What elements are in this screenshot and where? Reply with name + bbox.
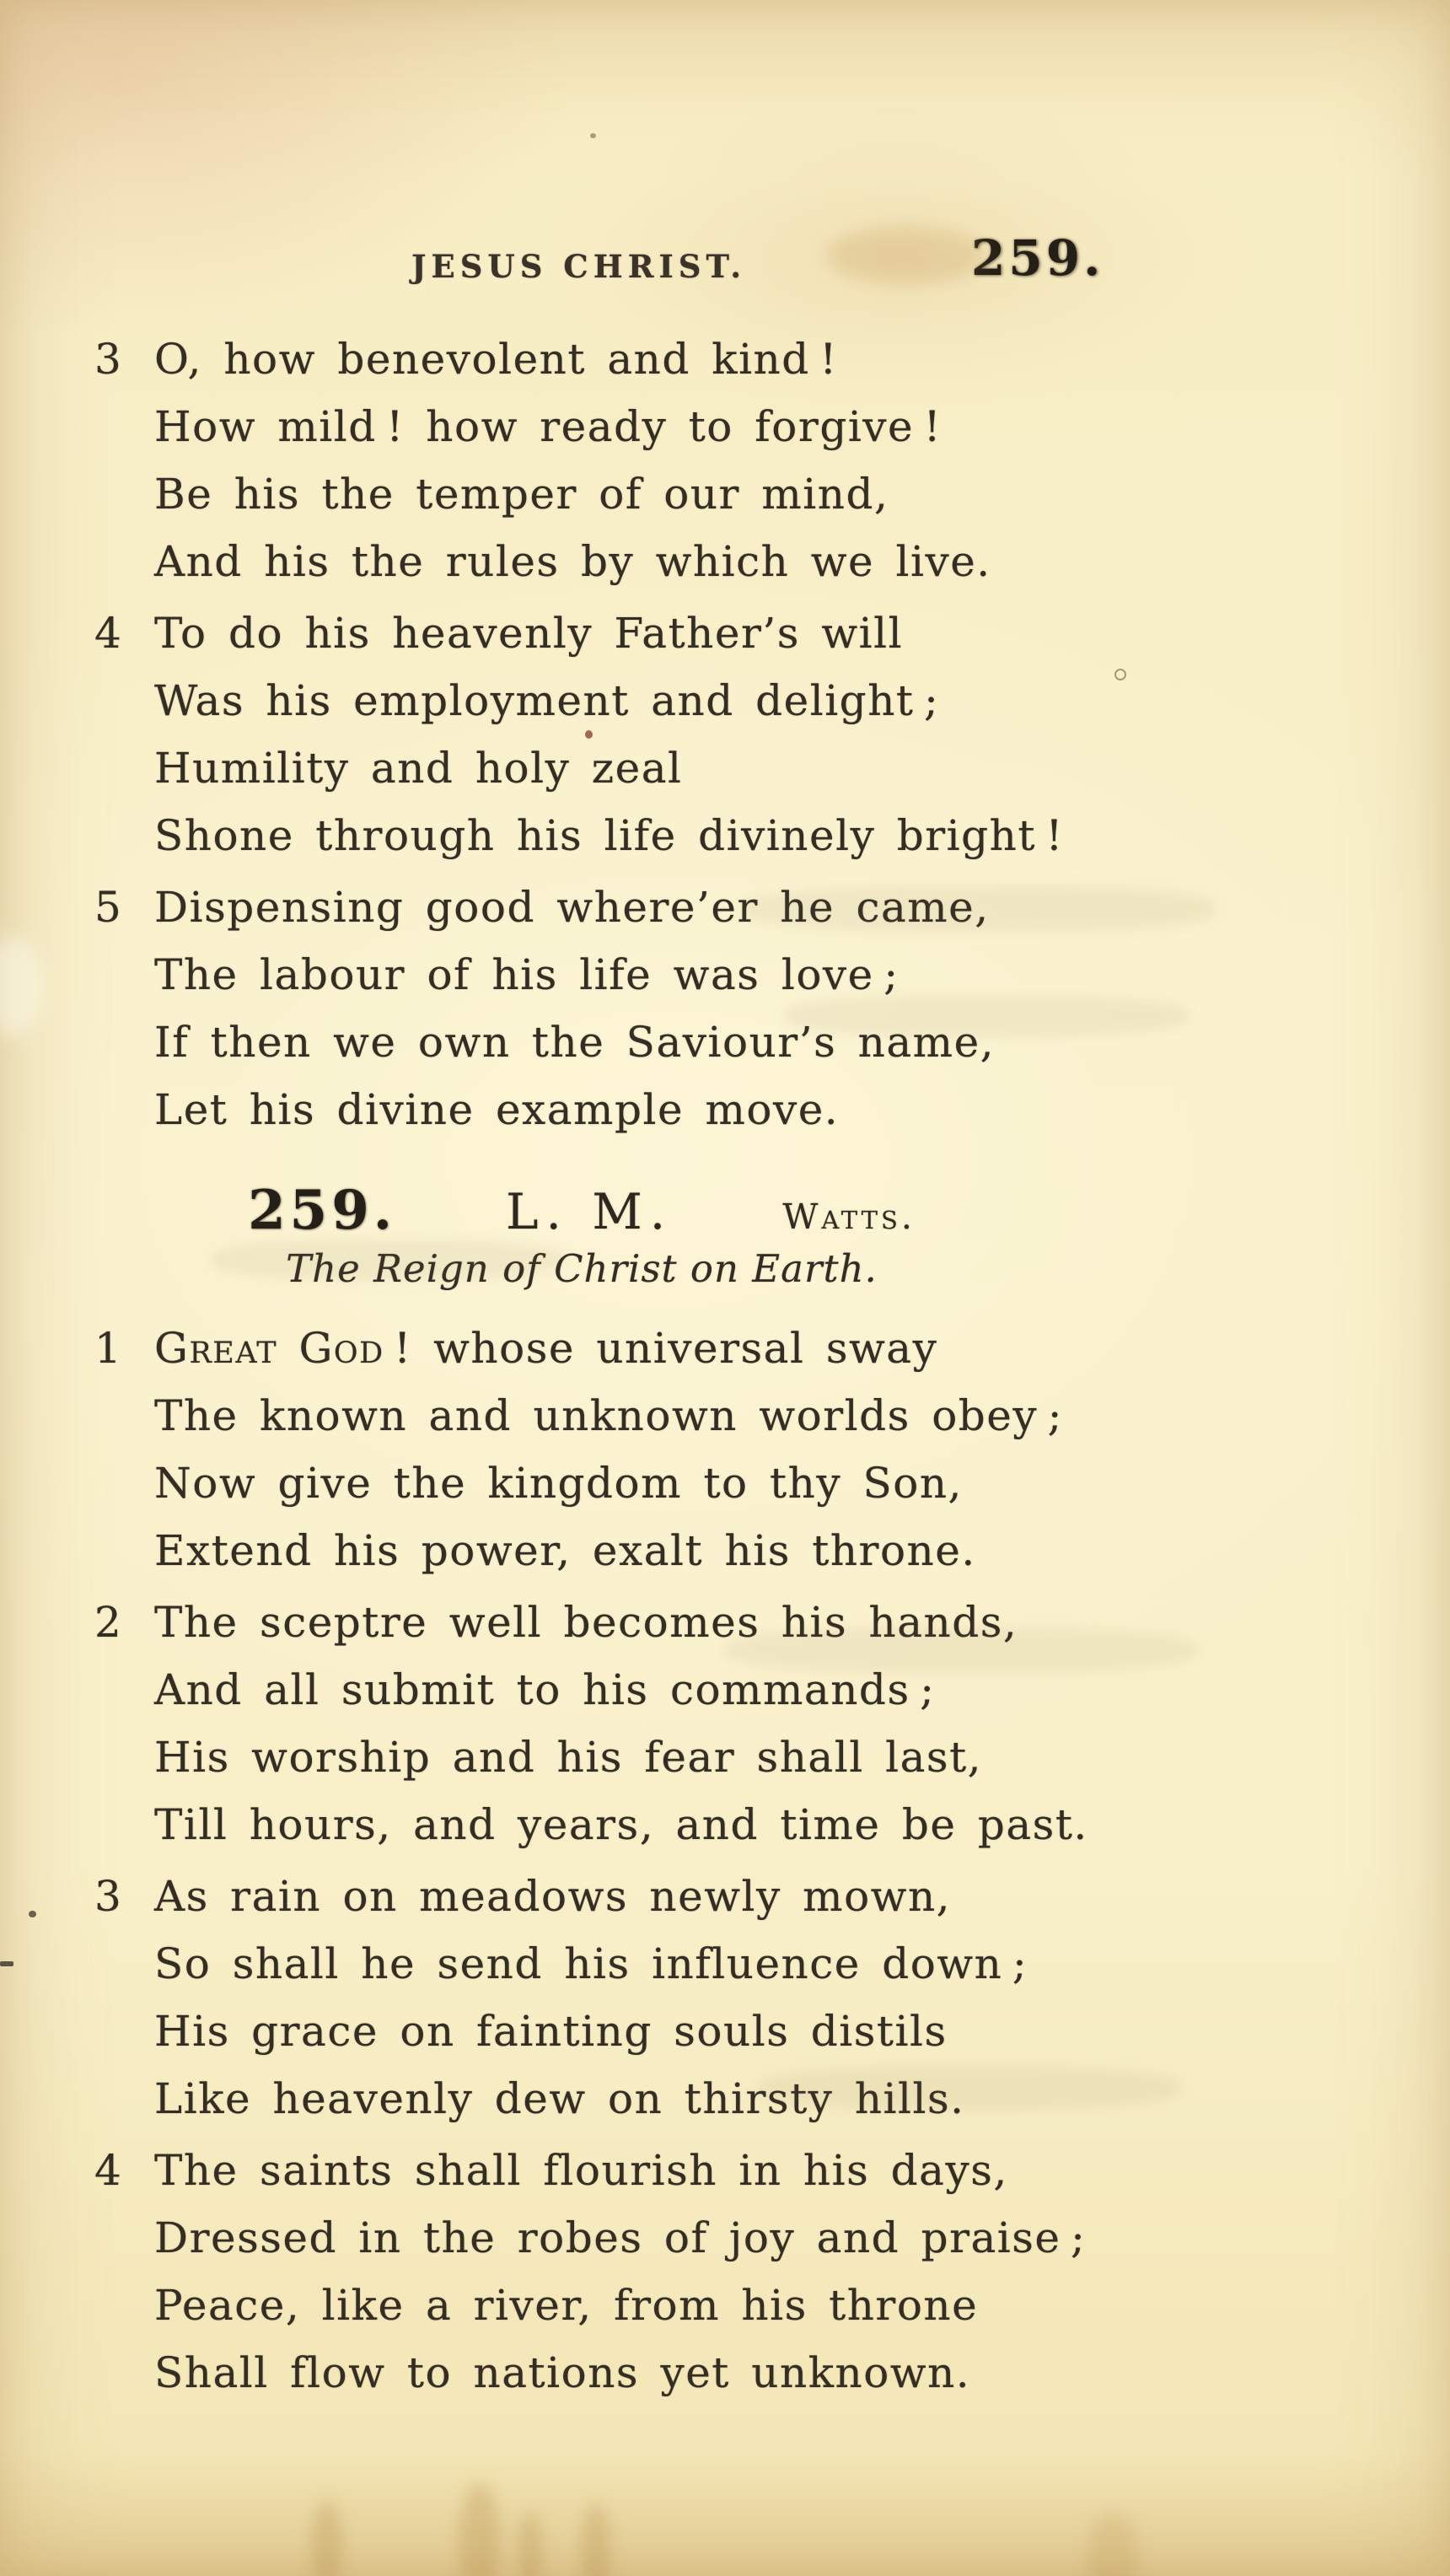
verse: [0, 2137, 1349, 2407]
verse-number: 4: [94, 2146, 121, 2195]
verse: [0, 1589, 1349, 1858]
verse-line: The sceptre well becomes his hands,: [154, 1598, 1018, 1647]
verse-number: 4: [94, 609, 121, 658]
verse-line: As rain on meadows newly mown,: [154, 1872, 952, 1921]
hymn-heading: [156, 1179, 1007, 1242]
verse-line: Extend his power, exalt his throne.: [154, 1526, 976, 1575]
verse-number: 3: [94, 1872, 121, 1921]
verse-line: If then we own the Saviour’s name,: [154, 1018, 996, 1067]
paper-stain: [1088, 2513, 1138, 2576]
verse-line: Humility and holy zeal: [154, 744, 683, 793]
paper-stain: [459, 2483, 500, 2576]
hymn-verses: [0, 1315, 1349, 2411]
verse-line: Shone through his life divinely bright !: [154, 811, 1065, 860]
verse-number: 5: [94, 883, 121, 932]
verse-line: Dispensing good where’er he came,: [154, 883, 990, 932]
paper-stain: [312, 2500, 342, 2576]
verse-line: And all submit to his commands ;: [154, 1665, 936, 1714]
verse-line: The labour of his life was love ;: [154, 950, 900, 999]
verse-line: So shall he send his influence down ;: [154, 1939, 1028, 1988]
verse-line: The known and unknown worlds obey ;: [154, 1391, 1063, 1440]
verse-line: Now give the kingdom to thy Son,: [154, 1459, 963, 1508]
verse-line: And his the rules by which we live.: [154, 537, 991, 586]
verse-number: 2: [94, 1598, 121, 1647]
hymn-number: 259.: [248, 1179, 397, 1242]
verse-line: The saints shall flourish in his days,: [154, 2146, 1008, 2195]
hymn-meter: L. M.: [506, 1183, 674, 1240]
previous-hymn-verses: [0, 325, 1349, 1148]
verse-line: To do his heavenly Father’s will: [154, 609, 904, 658]
verse-line: Great God ! whose universal sway: [154, 1324, 938, 1373]
verse-line: How mild ! how ready to forgive !: [154, 402, 943, 451]
verse-line: His grace on fainting souls distils: [154, 2007, 948, 2056]
verse-line: Let his divine example move.: [154, 1085, 840, 1134]
verse: [0, 874, 1349, 1143]
verse-line: Be his the temper of our mind,: [154, 470, 889, 519]
hymn-subtitle: The Reign of Christ on Earth.: [286, 1246, 878, 1291]
verse-line: Dressed in the robes of joy and praise ;: [154, 2213, 1087, 2262]
verse-line: O, how benevolent and kind !: [154, 335, 838, 384]
verse-line: Peace, like a river, from his throne: [154, 2281, 979, 2330]
paper-stain: [582, 2504, 610, 2576]
verse-line: Was his employment and delight ;: [154, 676, 940, 725]
verse-line: Like heavenly dew on thirsty hills.: [154, 2074, 965, 2123]
ink-speck: [590, 133, 596, 138]
verse-line: Shall flow to nations yet unknown.: [154, 2348, 971, 2397]
section-title: JESUS CHRIST.: [411, 248, 747, 285]
verse-number: 1: [94, 1324, 121, 1373]
verse: [0, 1863, 1349, 2132]
paper-stain: [518, 2513, 542, 2576]
paper-age-band: [0, 2450, 1450, 2576]
verse-number: 3: [94, 335, 121, 384]
page-number: 259.: [971, 229, 1104, 287]
verse: [0, 325, 1349, 595]
verse: [0, 600, 1349, 869]
verse-line: His worship and his fear shall last,: [154, 1733, 983, 1782]
verse: [0, 1315, 1349, 1584]
verse-line: Till hours, and years, and time be past.: [154, 1800, 1088, 1849]
hymn-author: Watts.: [782, 1197, 916, 1237]
running-head: [0, 211, 1450, 304]
